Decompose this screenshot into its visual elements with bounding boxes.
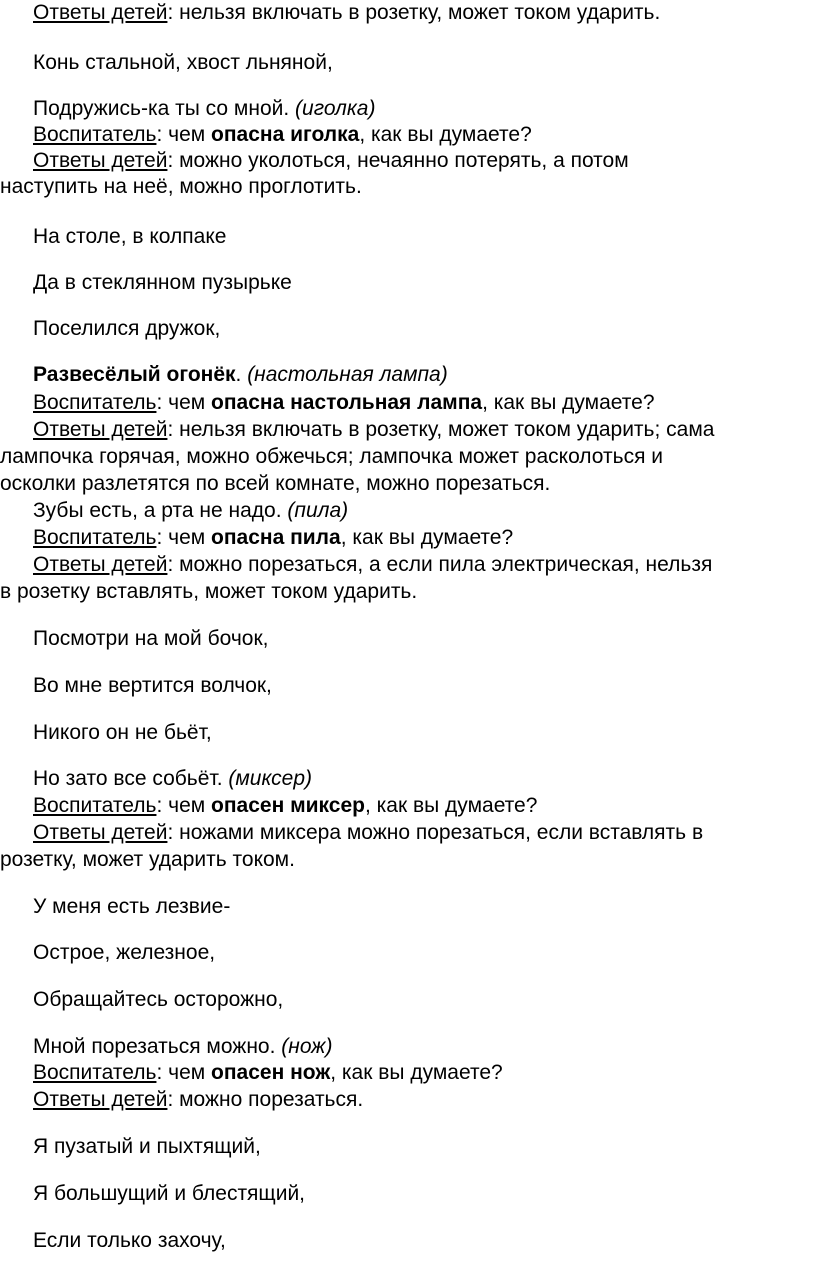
riddle-line: Во мне вертится волчок,: [33, 674, 272, 697]
riddle-line: Подружись-ка ты со мной. (иголка): [33, 97, 376, 120]
paragraph-line: осколки разлетятся по всей комнате, можно порезаться.: [0, 472, 551, 495]
riddle-line: Мной порезаться можно. (нож): [33, 1035, 333, 1058]
riddle-line: У меня есть лезвие-: [33, 895, 231, 918]
speaker-children: Ответы детей: [33, 1, 168, 24]
riddle-line: Я большущий и блестящий,: [33, 1182, 306, 1205]
riddle-answer: (иголка): [295, 97, 376, 120]
paragraph-line: розетку, может ударить током.: [0, 848, 295, 871]
speaker-teacher: Воспитатель: [33, 1061, 157, 1084]
teacher-question-line: Воспитатель: чем опасна пила, как вы думаете?: [33, 526, 514, 549]
children-answer-line: Ответы детей: ножами миксера можно порезаться, если вставлять в: [33, 821, 704, 844]
riddle-line: Острое, железное,: [33, 941, 216, 964]
children-answer-line: Ответы детей: можно уколоться, нечаянно потерять, а потом: [33, 149, 629, 172]
speaker-children: Ответы детей: [33, 418, 168, 441]
teacher-question-line: Воспитатель: чем опасен миксер, как вы думаете?: [33, 794, 538, 817]
riddle-line: Развесёлый огонёк. (настольная лампа): [33, 363, 448, 386]
teacher-question-line: Воспитатель: чем опасна иголка, как вы думаете?: [33, 123, 532, 146]
paragraph-line: наступить на неё, можно проглотить.: [0, 175, 362, 198]
riddle-answer: (настольная лампа): [247, 363, 448, 386]
riddle-line: Поселился дружок,: [33, 317, 221, 340]
children-answer-line: Ответы детей: нельзя включать в розетку, может током ударить.: [33, 1, 661, 24]
riddle-line: Да в стеклянном пузырьке: [33, 271, 292, 294]
riddle-line: Конь стальной, хвост льняной,: [33, 51, 333, 74]
riddle-line: Никого он не бьёт,: [33, 721, 212, 744]
speaker-children: Ответы детей: [33, 821, 168, 844]
speaker-teacher: Воспитатель: [33, 123, 157, 146]
children-answer-line: Ответы детей: можно порезаться.: [33, 1088, 364, 1111]
riddle-line: На столе, в колпаке: [33, 225, 227, 248]
speaker-teacher: Воспитатель: [33, 794, 157, 817]
riddle-answer: (миксер): [228, 767, 312, 790]
paragraph-line: лампочка горячая, можно обжечься; лампочка может расколоться и: [0, 445, 664, 468]
riddle-line: Посмотри на мой бочок,: [33, 627, 269, 650]
speaker-teacher: Воспитатель: [33, 391, 157, 414]
teacher-question-line: Воспитатель: чем опасна настольная лампа, как вы думаете?: [33, 391, 655, 414]
riddle-line: Зубы есть, а рта не надо. (пила): [33, 499, 349, 522]
speaker-children: Ответы детей: [33, 1088, 168, 1111]
riddle-line: Если только захочу,: [33, 1229, 226, 1252]
speaker-teacher: Воспитатель: [33, 526, 157, 549]
children-answer-line: Ответы детей: можно порезаться, а если пила электрическая, нельзя: [33, 553, 713, 576]
teacher-question-line: Воспитатель: чем опасен нож, как вы думаете?: [33, 1061, 503, 1084]
riddle-line: Но зато все собьёт. (миксер): [33, 767, 312, 790]
riddle-line: Я пузатый и пыхтящий,: [33, 1135, 261, 1158]
paragraph-line: в розетку вставлять, может током ударить.: [0, 580, 418, 603]
speaker-children: Ответы детей: [33, 553, 168, 576]
riddle-answer: (пила): [287, 499, 349, 522]
children-answer-line: Ответы детей: нельзя включать в розетку, может током ударить; сама: [33, 418, 715, 441]
riddle-line: Обращайтесь осторожно,: [33, 988, 284, 1011]
riddle-answer: (нож): [281, 1035, 333, 1058]
speaker-children: Ответы детей: [33, 149, 168, 172]
